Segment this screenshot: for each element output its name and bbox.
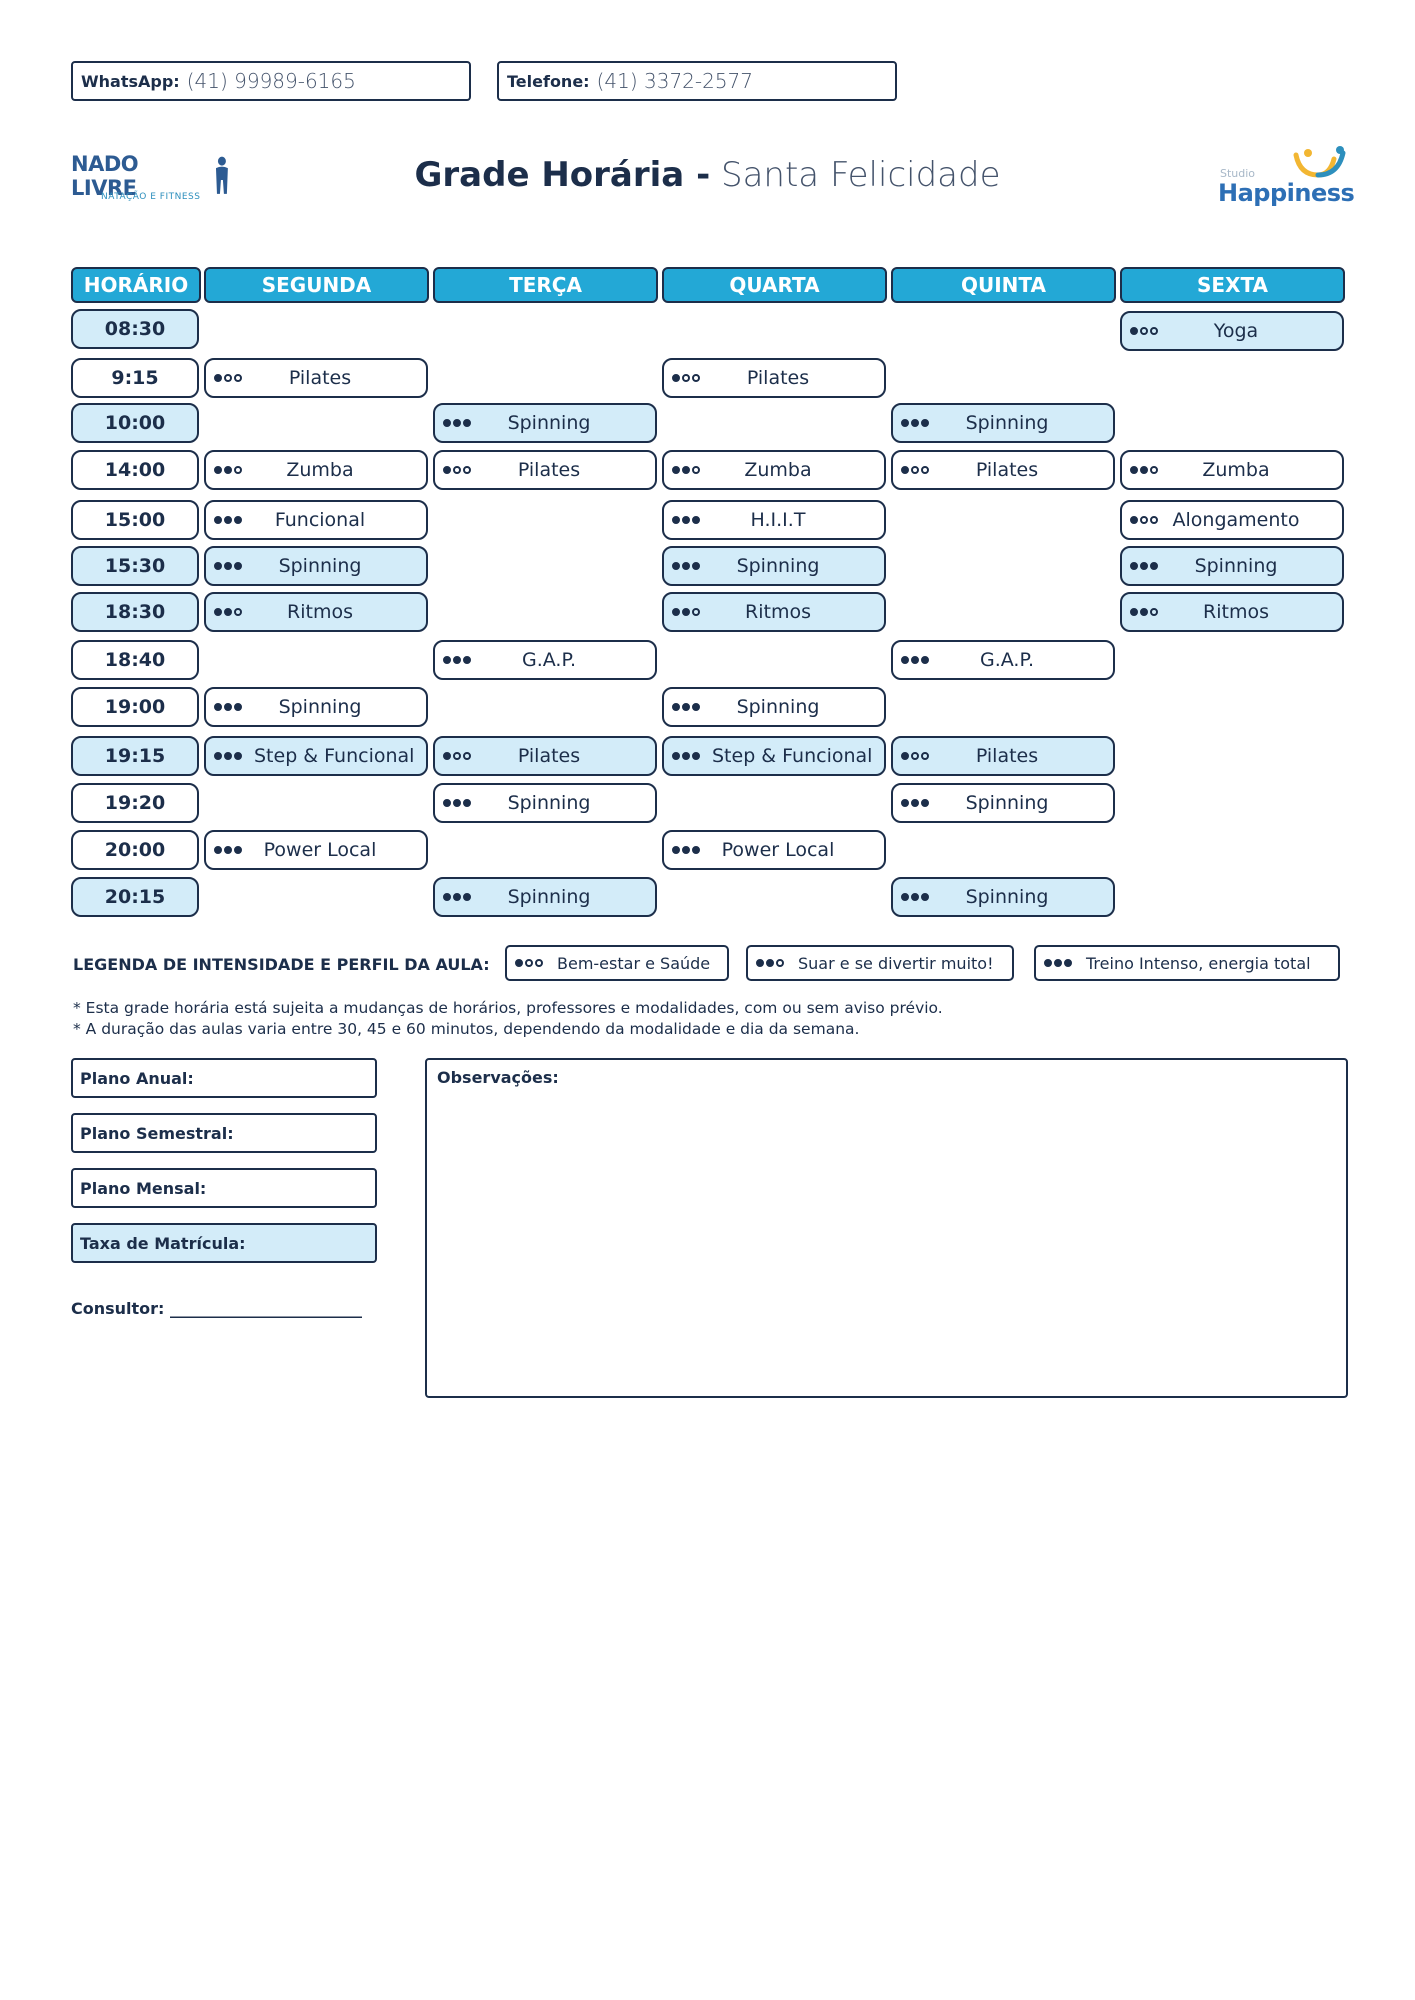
header-quinta: QUINTA — [891, 267, 1116, 303]
intensity-dots-icon — [672, 752, 712, 760]
class-cell — [204, 736, 428, 776]
class-cell — [891, 783, 1115, 823]
intensity-dots-icon — [443, 893, 483, 901]
time-slot-20-15: 20:15 — [71, 877, 199, 917]
class-name: Zumba — [744, 459, 812, 481]
class-name: Power Local — [721, 839, 835, 861]
intensity-dots-icon — [214, 608, 254, 616]
class-cell — [891, 450, 1115, 490]
intensity-dots-icon — [214, 562, 254, 570]
note-schedule-changes: * Esta grade horária está sujeita a mudanças de horários, professores e modalidades, com ou sem aviso prévio. — [73, 999, 943, 1017]
header-horario: HORÁRIO — [71, 267, 201, 303]
intensity-dots-icon — [443, 752, 483, 760]
header-sexta: SEXTA — [1120, 267, 1345, 303]
class-name: Alongamento — [1172, 509, 1300, 531]
class-cell — [204, 358, 428, 398]
class-name: Pilates — [746, 367, 810, 389]
intensity-dots-icon — [1044, 959, 1072, 967]
class-name: Spinning — [507, 886, 591, 908]
intensity-dots-icon — [901, 466, 941, 474]
nado-livre-logo-text: NADO LIVRE — [71, 152, 139, 200]
plan-semester-field[interactable]: Plano Semestral: — [71, 1113, 377, 1153]
class-name: Zumba — [1202, 459, 1270, 481]
intensity-dots-icon — [214, 752, 254, 760]
legend-label: Suar e se divertir muito! — [798, 953, 994, 973]
time-slot-9-15: 9:15 — [71, 358, 199, 398]
intensity-dots-icon — [214, 516, 254, 524]
class-name: Ritmos — [287, 601, 353, 623]
class-name: Spinning — [507, 792, 591, 814]
class-cell — [433, 783, 657, 823]
intensity-dots-icon — [214, 703, 254, 711]
class-cell — [433, 640, 657, 680]
intensity-dots-icon — [443, 419, 483, 427]
class-name: Pilates — [517, 745, 581, 767]
intensity-dots-icon — [901, 893, 941, 901]
intensity-dots-icon — [901, 752, 941, 760]
time-slot-14-00: 14:00 — [71, 450, 199, 490]
class-name: H.I.I.T — [750, 509, 806, 531]
intensity-dots-icon — [214, 466, 254, 474]
time-slot-15-00: 15:00 — [71, 500, 199, 540]
intensity-dots-icon — [1130, 562, 1170, 570]
legend-label: Bem-estar e Saúde — [557, 953, 711, 973]
class-cell — [204, 450, 428, 490]
time-slot-19-15: 19:15 — [71, 736, 199, 776]
intensity-dots-icon — [756, 959, 784, 967]
whatsapp-box — [71, 61, 471, 101]
class-name: Pilates — [517, 459, 581, 481]
class-name: Spinning — [965, 792, 1049, 814]
class-name: Step & Funcional — [254, 745, 415, 767]
plan-annual-field[interactable]: Plano Anual: — [71, 1058, 377, 1098]
intensity-dots-icon — [1130, 327, 1170, 335]
intensity-dots-icon — [672, 516, 712, 524]
note-class-duration: * A duração das aulas varia entre 30, 45 e 60 minutos, dependendo da modalidade e dia da semana. — [73, 1020, 860, 1038]
class-cell — [204, 687, 428, 727]
class-cell — [662, 450, 886, 490]
class-name: Step & Funcional — [712, 745, 873, 767]
phone-value: (41) 3372-2577 — [596, 69, 754, 93]
header-terca: TERÇA — [433, 267, 658, 303]
class-cell — [1120, 450, 1344, 490]
class-name: Funcional — [274, 509, 366, 531]
time-slot-18-30: 18:30 — [71, 592, 199, 632]
time-slot-10-00: 10:00 — [71, 403, 199, 443]
whatsapp-label: WhatsApp: — [81, 71, 180, 91]
class-cell — [1120, 546, 1344, 586]
class-name: G.A.P. — [521, 649, 576, 671]
legend-item-2 — [746, 945, 1014, 981]
header-quarta: QUARTA — [662, 267, 887, 303]
class-cell — [891, 736, 1115, 776]
page-title: Grade Horária - Santa Felicidade — [414, 155, 1001, 195]
class-cell — [662, 546, 886, 586]
location-name: Santa Felicidade — [721, 155, 1001, 195]
nado-livre-logo-subtitle: NATAÇÃO E FITNESS — [101, 192, 201, 202]
legend-title: LEGENDA DE INTENSIDADE E PERFIL DA AULA: — [73, 955, 490, 974]
class-cell — [1120, 311, 1344, 351]
legend-label: Treino Intenso, energia total — [1086, 953, 1311, 973]
whatsapp-value: (41) 99989-6165 — [186, 69, 356, 93]
consultant-field[interactable]: Consultor: ________________________ — [71, 1299, 363, 1318]
studio-happiness-logo: Studio Happiness — [1218, 145, 1348, 205]
class-name: Pilates — [975, 459, 1039, 481]
class-name: Zumba — [286, 459, 354, 481]
intensity-dots-icon — [1130, 608, 1170, 616]
class-name: Spinning — [507, 412, 591, 434]
class-cell — [662, 592, 886, 632]
intensity-dots-icon — [672, 703, 712, 711]
class-cell — [1120, 500, 1344, 540]
registration-fee-field[interactable]: Taxa de Matrícula: — [71, 1223, 377, 1263]
class-name: Ritmos — [745, 601, 811, 623]
time-slot-19-20: 19:20 — [71, 783, 199, 823]
phone-box — [497, 61, 897, 101]
class-name: Power Local — [263, 839, 377, 861]
class-name: Spinning — [278, 696, 362, 718]
time-slot-08-30: 08:30 — [71, 309, 199, 349]
intensity-dots-icon — [901, 419, 941, 427]
class-name: Pilates — [288, 367, 352, 389]
intensity-dots-icon — [901, 656, 941, 664]
legend-item-1 — [505, 945, 729, 981]
class-name: Spinning — [965, 412, 1049, 434]
class-cell — [433, 877, 657, 917]
class-name: Yoga — [1213, 320, 1259, 342]
intensity-dots-icon — [672, 846, 712, 854]
time-slot-18-40: 18:40 — [71, 640, 199, 680]
intensity-dots-icon — [901, 799, 941, 807]
header-segunda: SEGUNDA — [204, 267, 429, 303]
plan-monthly-field[interactable]: Plano Mensal: — [71, 1168, 377, 1208]
time-slot-20-00: 20:00 — [71, 830, 199, 870]
observations-box[interactable] — [425, 1058, 1348, 1398]
class-cell — [433, 736, 657, 776]
intensity-dots-icon — [214, 846, 254, 854]
class-cell — [204, 830, 428, 870]
time-slot-15-30: 15:30 — [71, 546, 199, 586]
intensity-dots-icon — [672, 374, 712, 382]
class-cell — [891, 640, 1115, 680]
class-name: Ritmos — [1203, 601, 1269, 623]
phone-label: Telefone: — [507, 71, 590, 91]
class-name: G.A.P. — [979, 649, 1034, 671]
class-name: Spinning — [278, 555, 362, 577]
class-cell — [204, 500, 428, 540]
class-cell — [204, 592, 428, 632]
intensity-dots-icon — [672, 466, 712, 474]
time-slot-19-00: 19:00 — [71, 687, 199, 727]
intensity-dots-icon — [515, 959, 543, 967]
intensity-dots-icon — [443, 466, 483, 474]
class-name: Spinning — [736, 555, 820, 577]
intensity-dots-icon — [443, 799, 483, 807]
class-name: Pilates — [975, 745, 1039, 767]
class-cell — [662, 500, 886, 540]
class-cell — [662, 358, 886, 398]
class-name: Spinning — [736, 696, 820, 718]
class-name: Spinning — [1194, 555, 1278, 577]
class-name: Spinning — [965, 886, 1049, 908]
class-cell — [662, 830, 886, 870]
class-cell — [433, 403, 657, 443]
intensity-dots-icon — [214, 374, 254, 382]
intensity-dots-icon — [672, 562, 712, 570]
class-cell — [662, 736, 886, 776]
class-cell — [1120, 592, 1344, 632]
class-cell — [891, 877, 1115, 917]
class-cell — [891, 403, 1115, 443]
intensity-dots-icon — [1130, 516, 1170, 524]
class-cell — [204, 546, 428, 586]
intensity-dots-icon — [443, 656, 483, 664]
observations-label: Observações: — [437, 1068, 559, 1087]
class-cell — [662, 687, 886, 727]
intensity-dots-icon — [1130, 466, 1170, 474]
class-cell — [433, 450, 657, 490]
intensity-dots-icon — [672, 608, 712, 616]
legend-item-3 — [1034, 945, 1340, 981]
